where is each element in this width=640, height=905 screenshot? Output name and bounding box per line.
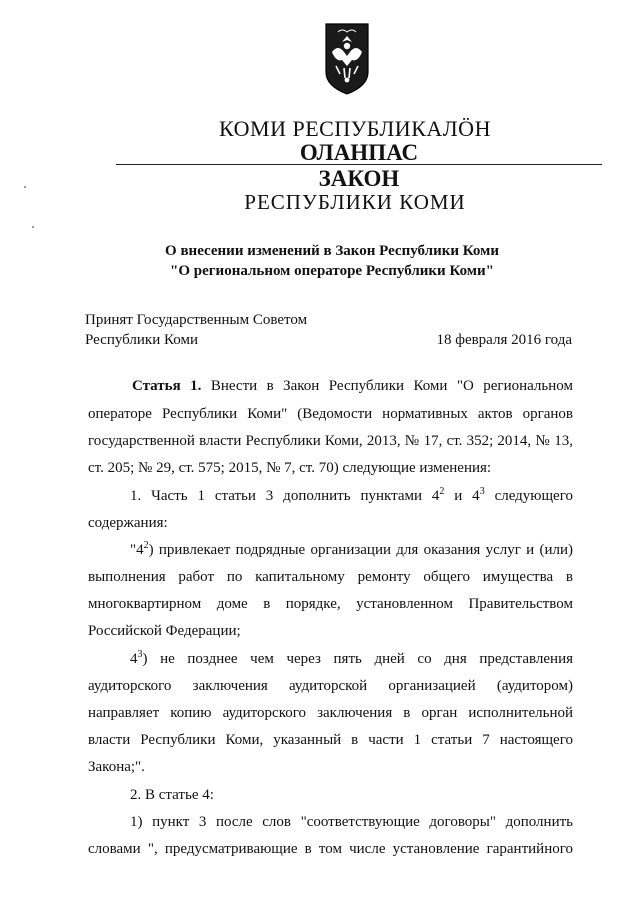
point-4-3-line5: Закона;". <box>88 759 145 775</box>
article-1-line3: государственной власти Республики Коми, 2013, № 17, ст. 352; 2014, № 13, <box>88 433 573 449</box>
point-4-3-line1: $4^3$) не позднее чем через пять дней со дня представления <box>130 649 573 667</box>
article-1-line1: Статья 1. Внести в Закон Республики Коми "О региональном <box>132 378 573 394</box>
point-4-2-line3: многоквартирном доме в порядке, установленном Правительством <box>88 596 573 612</box>
header-olanpas: ОЛАНПАС <box>299 140 419 165</box>
adoption-line2: Республики Коми <box>85 332 198 348</box>
point-4-2-line4: Российской Федерации; <box>88 623 241 639</box>
article-1-line2: операторе Республики Коми" (Ведомости нормативных актов органов <box>88 406 573 422</box>
header-republic-komi: КОМИ РЕСПУБЛИКАЛÖН <box>219 116 491 141</box>
point-4-2-line2: выполнения работ по капитальному ремонту общего имущества в <box>88 569 573 585</box>
law-title-line1: О внесении изменений в Закон Республики Коми <box>165 243 499 259</box>
point-4-3-line2: аудиторского заключения аудиторской организацией (аудитором) <box>88 678 573 694</box>
adoption-date: 18 февраля 2016 года <box>436 332 572 348</box>
article-1-line4: ст. 205; № 29, ст. 575; 2015, № 7, ст. 70) следующие изменения: <box>88 460 492 476</box>
article-label: Статья 1. <box>132 378 202 394</box>
subitem-1-line1: 1) пункт 3 после слов "соответствующие договоры" дополнить <box>130 814 573 830</box>
header-divider <box>116 164 602 165</box>
item-1-line1: 1. Часть 1 статьи 3 дополнить пунктами $4^2$ и $4^3$ следующего <box>130 486 573 504</box>
point-4-3-line3: направляет копию аудиторского заключения в орган исполнительной <box>88 705 573 721</box>
item-2-line1: 2. В статье 4: <box>130 787 214 803</box>
scan-speck <box>24 186 26 188</box>
subitem-1-line2: словами ", предусматривающие в том числе установление гарантийного <box>88 841 573 857</box>
scan-speck <box>32 226 34 228</box>
point-4-2-line1: "$4^2$) привлекает подрядные организации для оказания услуг и (или) <box>130 540 573 558</box>
coat-of-arms-emblem <box>324 22 370 96</box>
point-4-3-line4: власти Республики Коми, указанный в части 1 статьи 7 настоящего <box>88 732 573 748</box>
item-1-line2: содержания: <box>88 515 168 531</box>
header-zakon: ЗАКОН <box>318 166 400 191</box>
adoption-line1: Принят Государственным Советом <box>85 312 308 328</box>
law-title-line2: "О региональном операторе Республики Коми" <box>170 263 494 279</box>
header-republic-ru: РЕСПУБЛИКИ КОМИ <box>244 190 466 214</box>
